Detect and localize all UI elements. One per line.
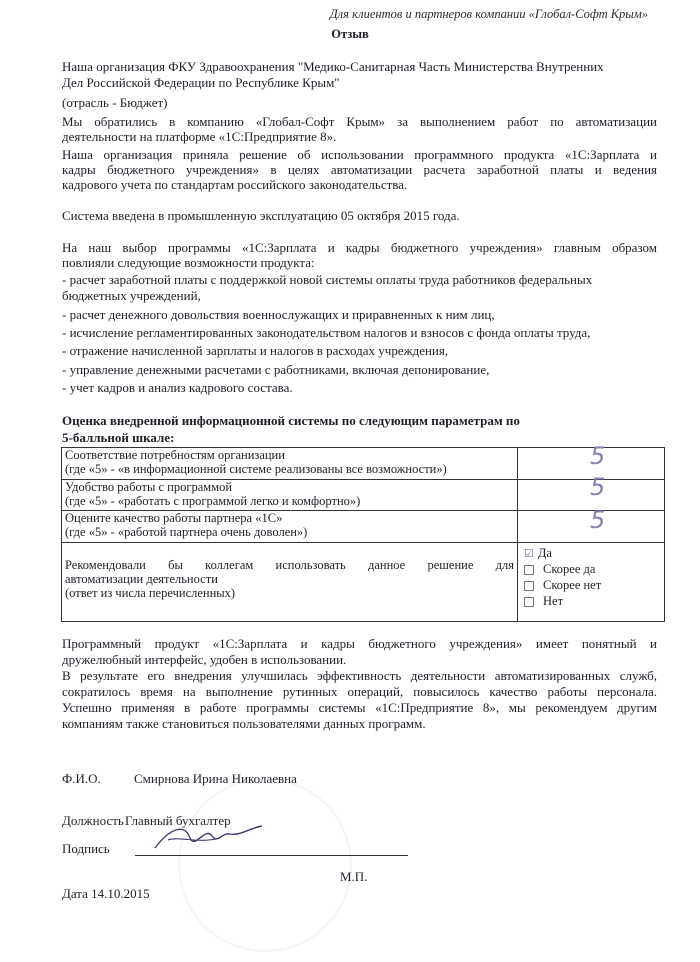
handwritten-score: 5 <box>590 473 606 501</box>
table-row <box>62 480 665 511</box>
criterion-cell <box>62 543 518 622</box>
signature-label: Подпись <box>62 841 110 856</box>
option-rather-yes[interactable] <box>524 562 595 577</box>
reason-item: - учет кадров и анализ кадрового состава. <box>62 380 293 395</box>
document-title: Отзыв <box>331 27 369 41</box>
intro-p1-line-2: деятельности на платформе «1С:Предприятие 8». <box>62 129 337 144</box>
reasons-lead-line-1: На наш выбор программы «1С:Зарплата и кадры бюджетного учреждения» главным образом <box>62 240 657 255</box>
header-tagline: Для клиентов и партнеров компании «Глобал-Софт Крым» <box>329 7 648 21</box>
date-text: Дата 14.10.2015 <box>62 886 150 901</box>
criterion-note: (где «5» - «работать с программой легко и комфортно») <box>65 494 361 508</box>
handwritten-signature-icon <box>150 818 270 858</box>
criterion-label: Удобство работы с программой <box>65 480 233 494</box>
criterion-note: (где «5» - «в информационной системе реализованы все возможности») <box>65 462 447 476</box>
position-value: Главный бухгалтер <box>125 813 231 828</box>
option-label: Нет <box>543 594 564 608</box>
option-no[interactable] <box>524 594 563 609</box>
conclusion-line: сократилось время на выполнение рутинных операций, повысилось качество работы персонала. <box>62 684 657 699</box>
intro-p2-line-3: кадрового учета по стандартам российского законодательства. <box>62 177 408 192</box>
evaluation-heading-line-1: Оценка внедренной информационной системы по следующим параметрам по <box>62 413 520 428</box>
conclusion-line: Успешно применяя в работе программы системы «1С:Предприятие 8», мы рекомендуем другим <box>62 700 657 715</box>
org-line-1: Наша организация ФКУ Здравоохранения "Медико-Санитарная Часть Министерства Внутренних <box>62 59 604 74</box>
criterion-note: (ответ из числа перечисленных) <box>65 586 236 600</box>
org-line-2: Дел Российской Федерации по Республике Крым" <box>62 75 340 90</box>
handwritten-score: 5 <box>590 442 606 470</box>
reason-item: - управление денежными расчетами с работниками, включая депонирование, <box>62 362 490 377</box>
option-label: Скорее да <box>543 562 596 576</box>
criterion-label: Рекомендовали бы коллегам использовать данное решение для <box>65 558 514 572</box>
criterion-cell <box>62 448 518 480</box>
option-yes[interactable] <box>524 546 552 561</box>
criterion-label-cont: автоматизации деятельности <box>65 572 218 586</box>
conclusion-line: компаниям также становиться пользователями данных программ. <box>62 716 426 731</box>
fio-label: Ф.И.О. <box>62 771 101 786</box>
checkbox-icon <box>524 581 534 591</box>
table-row <box>62 543 665 622</box>
reason-item: бюджетных учреждений, <box>62 288 201 303</box>
option-rather-no[interactable] <box>524 578 601 593</box>
checkbox-icon <box>524 565 534 575</box>
option-label: Скорее нет <box>543 578 602 592</box>
reasons-lead-line-2: повлияли следующие возможности продукта: <box>62 255 315 270</box>
table-row <box>62 448 665 480</box>
intro-p2-line-2: кадры бюджетного учреждения» в целях автоматизации расчета заработной платы и ведения <box>62 162 657 177</box>
criterion-label: Соответствие потребностям организации <box>65 448 285 462</box>
intro-p2-line-1: Наша организация приняла решение об использовании программного продукта «1С:Зарплата и <box>62 147 657 162</box>
org-line-3: (отрасль - Бюджет) <box>62 95 168 110</box>
score-cell[interactable] <box>518 506 665 543</box>
conclusion-line: Программный продукт «1С:Зарплата и кадры бюджетного учреждения» имеет понятный и <box>62 636 657 651</box>
launch-text: Система введена в промышленную эксплуатацию 05 октября 2015 года. <box>62 208 460 223</box>
checkbox-icon <box>524 597 534 607</box>
handwritten-score: 5 <box>590 506 606 534</box>
table-row <box>62 511 665 543</box>
criterion-label: Оцените качество работы партнера «1С» <box>65 511 283 525</box>
intro-p1-line-1: Мы обратились в компанию «Глобал-Софт Крым» за выполнением работ по автоматизации <box>62 114 657 129</box>
conclusion-line: В результате его внедрения улучшилась эффективность деятельности автоматизированных служб, <box>62 668 657 683</box>
checkbox-checked-icon: ☑ <box>524 547 534 560</box>
criterion-cell <box>62 480 518 511</box>
evaluation-heading-line-2: 5-балльной шкале: <box>62 430 175 445</box>
criterion-note: (где «5» - «работой партнера очень доволен») <box>65 525 308 539</box>
reason-item: - отражение начисленной зарплаты и налогов в расходах учреждения, <box>62 343 449 358</box>
fio-value: Смирнова Ирина Николаевна <box>134 771 297 786</box>
recommend-options <box>518 543 665 622</box>
reason-item: - расчет заработной платы с поддержкой новой системы оплаты труда работников федеральных <box>62 272 593 287</box>
position-label: Должность <box>62 813 124 828</box>
evaluation-table <box>61 442 665 622</box>
criterion-cell <box>62 511 518 543</box>
option-label: Да <box>537 546 552 560</box>
conclusion-line: дружелюбный интерфейс, удобен в использовании. <box>62 652 347 667</box>
reason-item: - исчисление регламентированных законодательством налогов и взносов с фонда оплаты труда, <box>62 325 591 340</box>
reason-item: - расчет денежного довольствия военнослужащих и приравненных к ним лиц, <box>62 307 495 322</box>
seal-label: М.П. <box>340 869 368 884</box>
seal-stamp-icon <box>178 778 352 952</box>
signature-line <box>135 855 408 856</box>
